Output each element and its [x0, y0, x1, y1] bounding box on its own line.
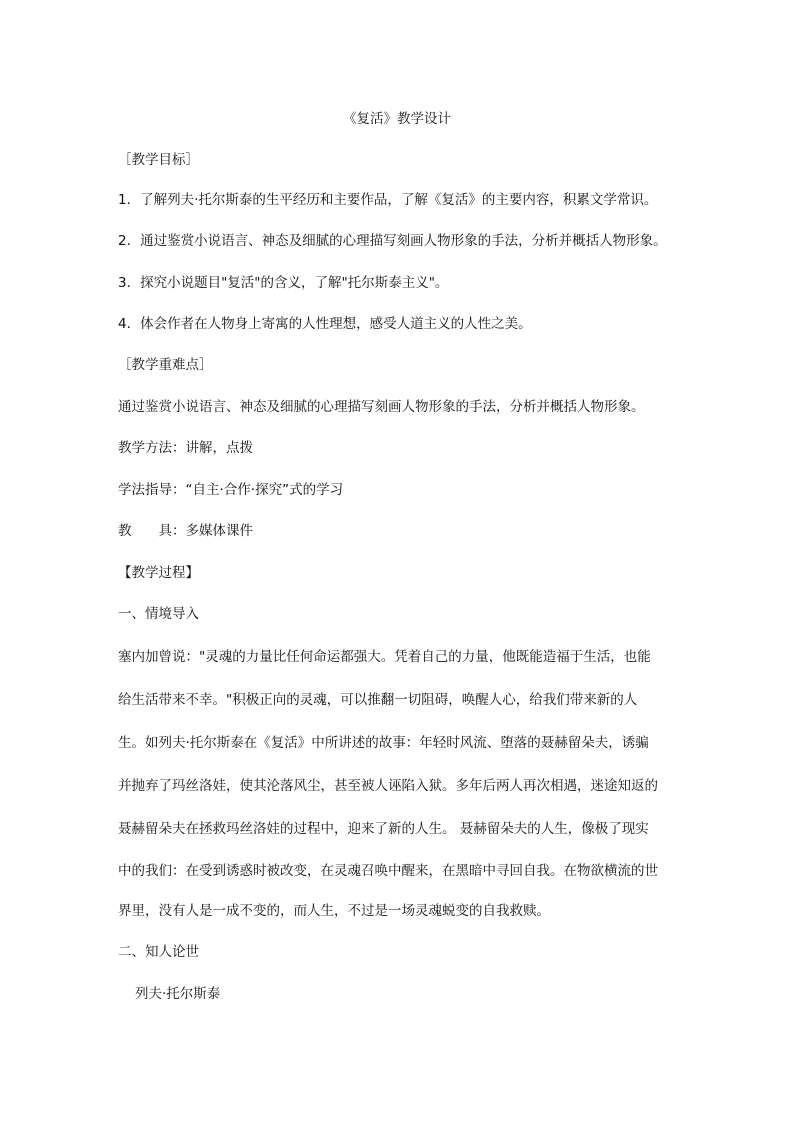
- intro-line-5: 聂赫留朵夫在拯救玛丝洛娃的过程中，迎来了新的人生。 聂赫留朵夫的人生，像极了现实: [118, 821, 649, 837]
- process-heading: 【教学过程】: [118, 565, 199, 581]
- intro-line-6: 中的我们：在受到诱惑时被改变，在灵魂召唤中醒来，在黑暗中寻回自我。在物欲横流的世: [118, 863, 658, 879]
- key-points-text: 通过鉴赏小说语言、神态及细腻的心理描写刻画人物形象的手法，分析并概括人物形象。: [118, 399, 645, 415]
- author-name: 列夫·托尔斯泰: [135, 986, 221, 1002]
- intro-line-7: 界里，没有人是一成不变的，而人生，不过是一场灵魂蜕变的自我救赎。: [118, 903, 550, 919]
- objective-item-3: 3．探究小说题目"复活"的含义，了解"托尔斯泰主义"。: [118, 275, 449, 291]
- objective-item-1: 1．了解列夫·托尔斯泰的生平经历和主要作品，了解《复活》的主要内容，积累文学常识。: [118, 192, 658, 208]
- intro-line-1: 塞内加曾说："灵魂的力量比任何命运都强大。凭着自己的力量，他既能造福于生活，也能: [118, 649, 651, 665]
- objective-item-2: 2．通过鉴赏小说语言、神态及细腻的心理描写刻画人物形象的手法，分析并概括人物形象。: [118, 233, 667, 249]
- teaching-tools: 教 具：多媒体课件: [118, 523, 253, 539]
- study-guide: 学法指导：“自主·合作·探究”式的学习: [118, 482, 344, 498]
- teaching-method: 教学方法：讲解，点拨: [118, 440, 253, 456]
- objective-item-4: 4．体会作者在人物身上寄寓的人性理想，感受人道主义的人性之美。: [118, 316, 532, 332]
- section-heading-intro: 一、情境导入: [118, 606, 199, 622]
- intro-line-4: 并抛弃了玛丝洛娃，使其沦落风尘，甚至被人诬陷入狱。多年后两人再次相遇，迷途知返的: [118, 778, 658, 794]
- key-points-heading: ［教学重难点］: [118, 357, 213, 373]
- section-heading-author: 二、知人论世: [118, 944, 199, 960]
- intro-line-2: 给生活带来不幸。"积极正向的灵魂，可以推翻一切阻碍，唤醒人心，给我们带来新的人: [118, 692, 638, 708]
- intro-line-3: 生。如列夫·托尔斯泰在《复活》中所讲述的故事：年轻时风流、堕落的聂赫留朵夫，诱骗: [118, 735, 649, 751]
- page-title: 《复活》教学设计: [343, 111, 451, 127]
- objectives-heading: ［教学目标］: [118, 152, 199, 168]
